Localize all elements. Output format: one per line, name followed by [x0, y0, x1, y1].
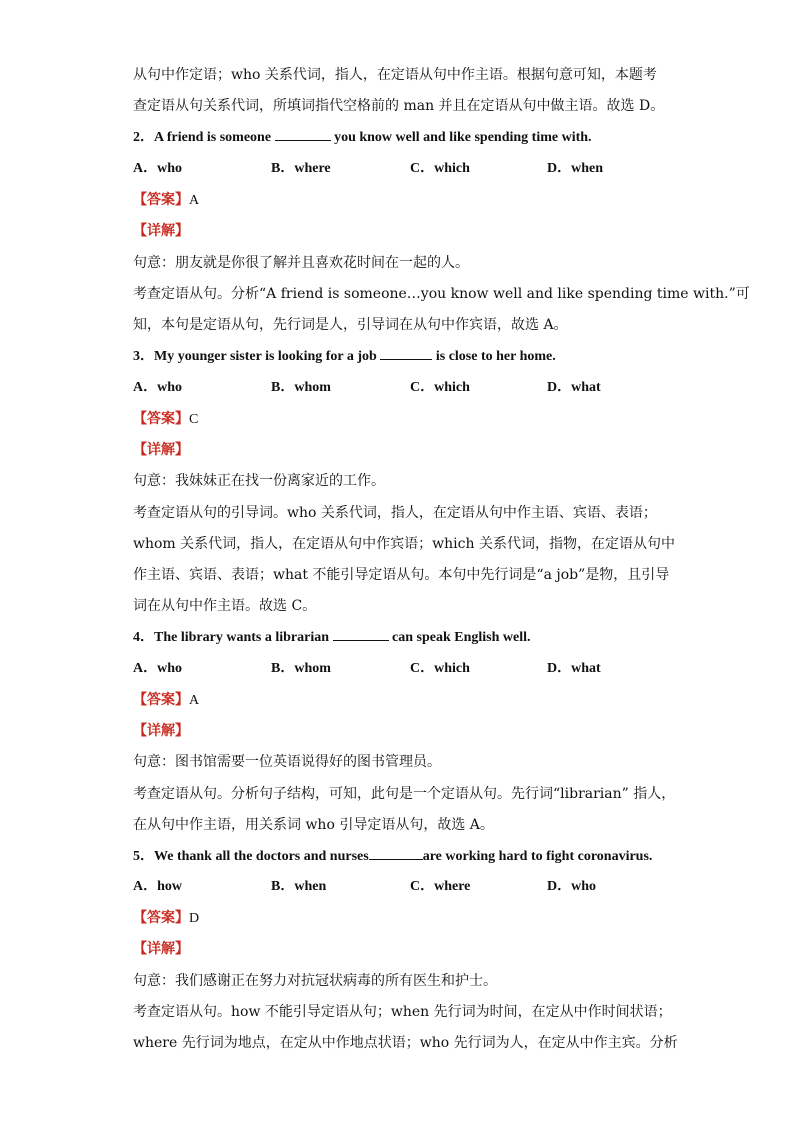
- question-2-option-b: B．where: [271, 161, 331, 176]
- detail-label: 【详解】: [133, 723, 189, 739]
- question-3-stem-pre: 3．My younger sister is looking for a job: [133, 349, 377, 364]
- question-5-option-d: D．who: [547, 879, 597, 894]
- question-5-stem-pre: 5．We thank all the doctors and nurses: [133, 849, 369, 864]
- question-3-explain-1: 句意：我妹妹正在找一份离家近的工作。: [133, 473, 385, 489]
- question-3-explain-2: 考查定语从句的引导词。who 关系代词，指人，在定语从句中作主语、宾语、表语；: [133, 505, 657, 521]
- question-5-detail-label: [133, 940, 663, 958]
- question-4-explain-1: 句意：图书馆需要一位英语说得好的图书管理员。: [133, 754, 441, 770]
- question-3-answer-value: C: [189, 412, 199, 427]
- question-5-answer-value: D: [189, 911, 200, 926]
- question-2-explain-1: 句意：朋友就是你很了解并且喜欢花时间在一起的人。: [133, 255, 469, 271]
- question-5-options: [133, 878, 663, 896]
- question-3-option-d: D．what: [547, 380, 601, 395]
- question-4-stem-pre: 4．The library wants a librarian: [133, 630, 330, 645]
- question-3-explain-4: 作主语、宾语、表语；what 不能引导定语从句。本句中先行词是“a job”是物，且引导: [133, 567, 670, 583]
- question-5-explain-3: where 先行词为地点，在定从中作地点状语；who 先行词为人，在定从中作主宾。分析: [133, 1035, 678, 1051]
- question-3-stem: [133, 347, 663, 366]
- question-3-detail-label: [133, 441, 663, 459]
- question-3-explain-5: 词在从句中作主语。故选 C。: [133, 598, 317, 614]
- answer-label: 【答案】: [133, 692, 189, 708]
- question-5-explain-2: 考查定语从句。how 不能引导定语从句；when 先行词为时间，在定从中作时间状语；: [133, 1004, 672, 1020]
- question-2-stem-pre: 2．A friend is someone: [133, 130, 272, 145]
- question-3-answer: [133, 410, 663, 429]
- question-5-stem: [133, 847, 663, 866]
- question-5-stem-post: are working hard to fight coronavirus.: [422, 849, 653, 864]
- question-2-stem: [133, 128, 663, 147]
- question-4-explain-2: 考查定语从句。分析句子结构，可知，此句是一个定语从句。先行词“librarian” 指人，: [133, 786, 676, 802]
- question-2-blank: [275, 128, 331, 141]
- question-5-explain-1: 句意：我们感谢正在努力对抗冠状病毒的所有医生和护士。: [133, 973, 497, 989]
- question-2-detail-label: [133, 222, 663, 240]
- answer-label: 【答案】: [133, 192, 189, 208]
- question-4-answer-value: A: [189, 693, 200, 708]
- question-5-option-a: A．how: [133, 879, 183, 894]
- question-2-option-d: D．when: [547, 161, 604, 176]
- question-4-blank: [333, 628, 389, 641]
- question-2-option-c: C．which: [410, 161, 470, 176]
- question-2-answer: [133, 191, 663, 210]
- question-2-options: [133, 160, 663, 178]
- question-4-stem: [133, 628, 663, 647]
- question-2-option-a: A．who: [133, 161, 183, 176]
- answer-label: 【答案】: [133, 910, 189, 926]
- question-5-option-c: C．where: [410, 879, 471, 894]
- question-4-detail-label: [133, 722, 663, 740]
- question-3-options: [133, 379, 663, 397]
- question-3-blank: [380, 347, 432, 360]
- question-2-explain-2: 考查定语从句。分析“A friend is someone…you know well and like spending time with.”可: [133, 286, 750, 302]
- intro-line-1: 从句中作定语；who 关系代词，指人，在定语从句中作主语。根据句意可知，本题考: [133, 67, 657, 83]
- answer-label: 【答案】: [133, 411, 189, 427]
- question-3-explain-3: whom 关系代词，指人，在定语从句中作宾语；which 关系代词，指物，在定语从句中: [133, 536, 675, 552]
- question-4-option-d: D．what: [547, 661, 601, 676]
- question-4-option-b: B．whom: [271, 661, 331, 676]
- question-5-answer: [133, 909, 663, 928]
- question-4-explain-3: 在从句中作主语，用关系词 who 引导定语从句，故选 A。: [133, 817, 494, 833]
- intro-line-2: 查定语从句关系代词，所填词指代空格前的 man 并且在定语从句中做主语。故选 D。: [133, 98, 665, 114]
- question-3-stem-post: is close to her home.: [435, 349, 556, 364]
- question-4-option-a: A．who: [133, 661, 183, 676]
- question-5-blank: [369, 847, 423, 860]
- detail-label: 【详解】: [133, 442, 189, 458]
- question-3-option-c: C．which: [410, 380, 470, 395]
- question-4-answer: [133, 691, 663, 710]
- question-4-stem-post: can speak English well.: [392, 630, 531, 645]
- question-3-option-a: A．who: [133, 380, 183, 395]
- question-3-option-b: B．whom: [271, 380, 331, 395]
- question-4-options: [133, 660, 663, 678]
- detail-label: 【详解】: [133, 223, 189, 239]
- question-2-answer-value: A: [189, 193, 200, 208]
- question-2-stem-post: you know well and like spending time with.: [334, 130, 592, 145]
- question-2-explain-3: 知，本句是定语从句，先行词是人，引导词在从句中作宾语，故选 A。: [133, 317, 568, 333]
- question-4-option-c: C．which: [410, 661, 470, 676]
- detail-label: 【详解】: [133, 941, 189, 957]
- question-5-option-b: B．when: [271, 879, 327, 894]
